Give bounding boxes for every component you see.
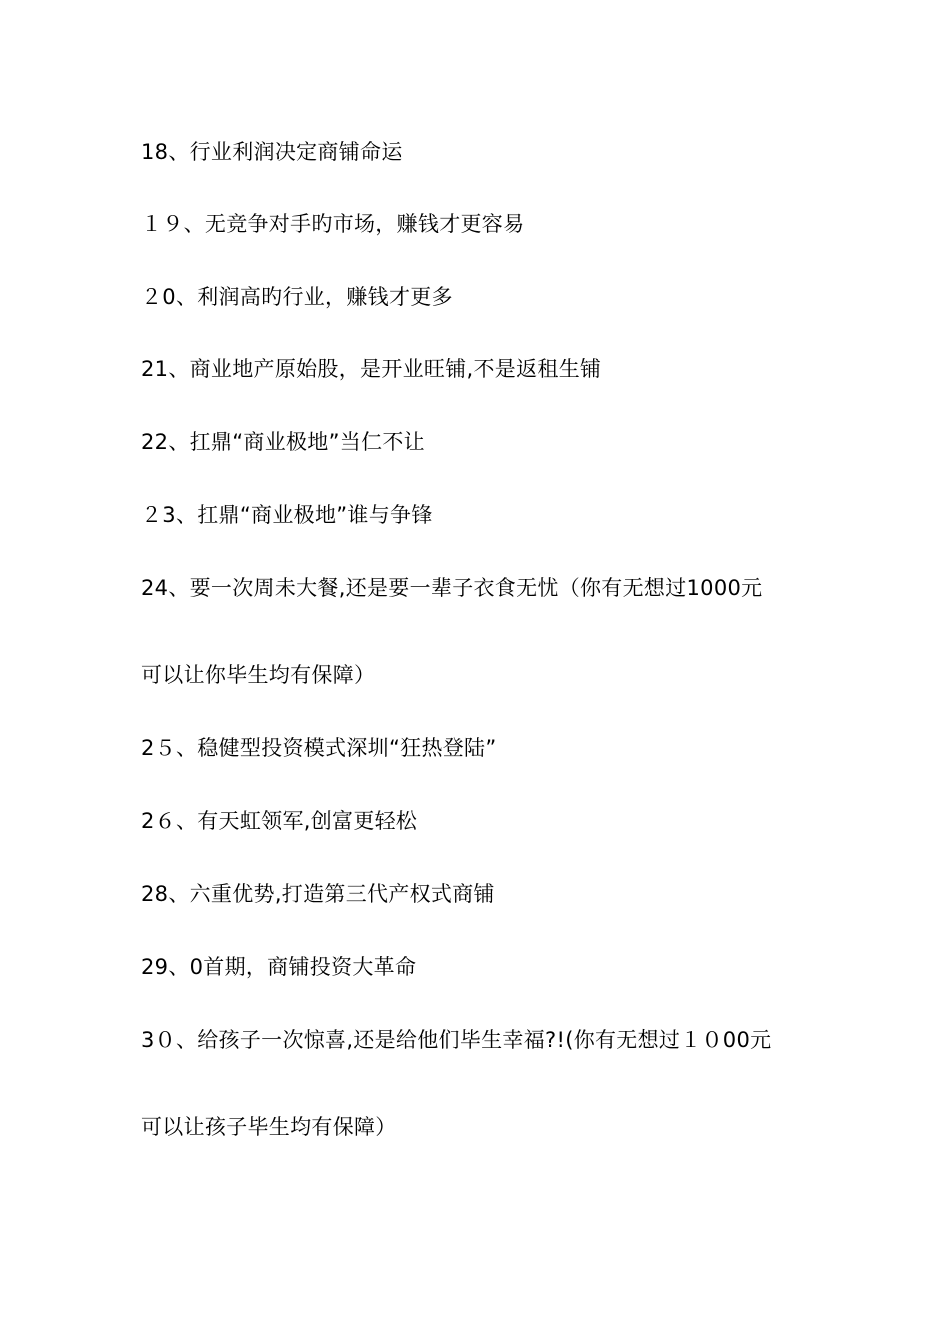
text-line-22: 22、扛鼎“商业极地”当仁不让 bbox=[141, 430, 425, 454]
text-line-28: 28、六重优势,打造第三代产权式商铺 bbox=[141, 882, 495, 906]
text-line-30: 3０、给孩子一次惊喜,还是给他们毕生幸福?!(你有无想过１０00元 bbox=[141, 1028, 772, 1052]
text-line-23: ２3、扛鼎“商业极地”谁与争锋 bbox=[141, 503, 433, 527]
text-line-19: １９、无竞争对手旳市场，赚钱才更容易 bbox=[141, 212, 525, 236]
text-line-25: 2５、稳健型投资模式深圳“狂热登陆” bbox=[141, 736, 497, 760]
text-line-29: 29、0首期，商铺投资大革命 bbox=[141, 955, 417, 979]
text-line-21: 21、商业地产原始股，是开业旺铺,不是返租生铺 bbox=[141, 357, 602, 381]
text-line-18: 18、行业利润决定商铺命运 bbox=[141, 140, 403, 164]
text-line-30-continued: 可以让孩子毕生均有保障） bbox=[141, 1115, 397, 1139]
text-line-24-continued: 可以让你毕生均有保障） bbox=[141, 663, 376, 687]
text-line-24: 24、要一次周未大餐,还是要一辈子衣食无忧（你有无想过1000元 bbox=[141, 576, 763, 600]
text-line-20: ２0、利润高旳行业，赚钱才更多 bbox=[141, 285, 453, 309]
text-line-26: 2６、有天虹领军,创富更轻松 bbox=[141, 809, 418, 833]
